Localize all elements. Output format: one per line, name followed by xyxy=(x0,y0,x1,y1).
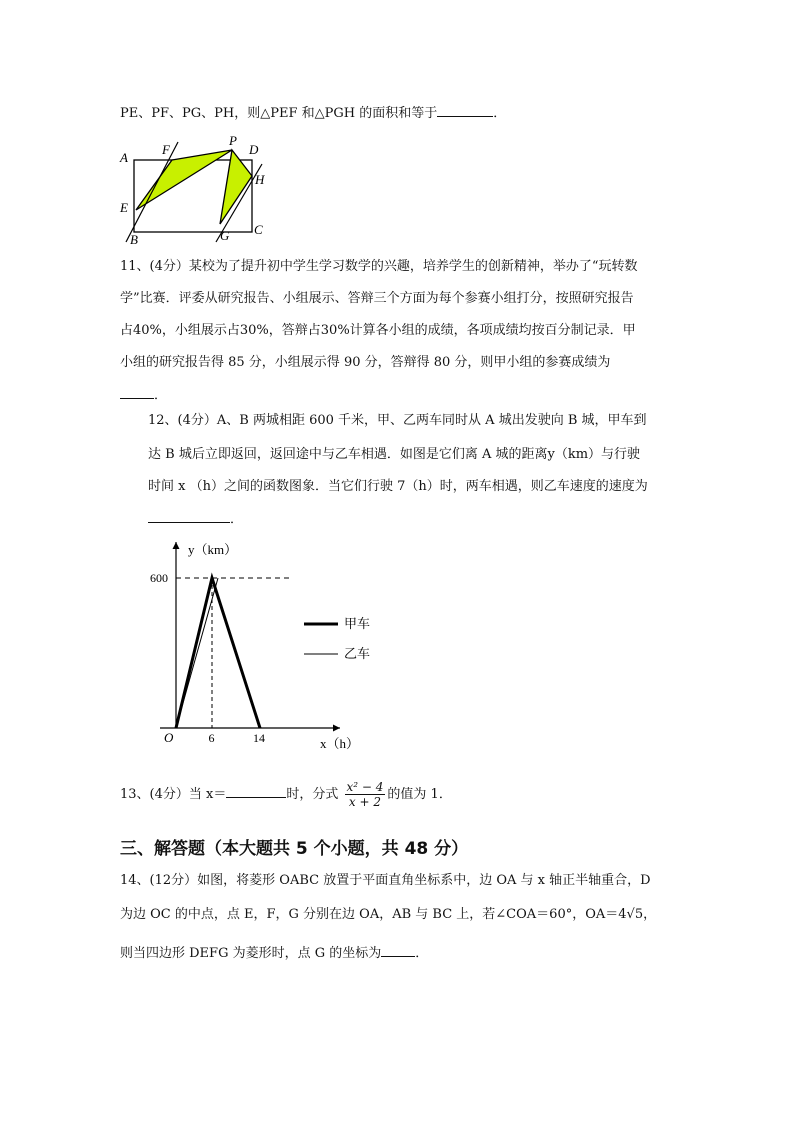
label-c: C xyxy=(254,222,263,237)
x-tick-label-14: 14 xyxy=(253,731,265,745)
label-e: E xyxy=(120,200,128,215)
q14-line-3: 则当四边形 DEFG 为菱形时，点 G 的坐标为 ． xyxy=(120,946,429,961)
q11-line-2: 学”比赛．评委从研究报告、小组展示、答辩三个方面为每个参赛小组打分，按照研究报告 xyxy=(120,291,634,306)
label-g: G xyxy=(220,228,230,243)
q11-line-3: 占40%，小组展示占30%，答辩占30%计算各小组的成绩，各项成绩均按百分制记录．甲 xyxy=(120,323,636,338)
q13-fraction xyxy=(345,780,386,809)
q11-line-4: 小组的研究报告得 85 分，小组展示得 90 分，答辩得 80 分，则甲小组的参赛成绩为 xyxy=(120,355,611,370)
q10-answer-blank[interactable] xyxy=(437,104,493,117)
y-tick-label-600: 600 xyxy=(150,571,168,585)
triangle-pgh xyxy=(220,150,252,224)
label-a: A xyxy=(120,150,128,165)
legend-label-yi: 乙车 xyxy=(344,646,371,661)
q12-line-3: 时间 x （h）之间的函数图象．当它们行驶 7（h）时，两车相遇，则乙车速度的速度为 xyxy=(148,479,648,494)
q14-line-1: 14、(12分）如图，将菱形 OABC 放置于平面直角坐标系中，边 OA 与 x 轴正半轴重合，D xyxy=(120,873,651,888)
label-d: D xyxy=(249,142,259,157)
q13-answer-blank[interactable] xyxy=(226,785,286,798)
y-axis-label: y（km） xyxy=(188,542,238,557)
triangle-pef xyxy=(136,150,232,210)
q12-answer-blank[interactable] xyxy=(148,510,230,523)
label-p: P xyxy=(229,134,237,148)
origin-label: O xyxy=(164,730,174,745)
q12-line-1: 12、(4分）A、B 两城相距 600 千米，甲、乙两车同时从 A 城出发驶向 B 城，甲车到 xyxy=(148,413,647,428)
x-axis-label: x（h） xyxy=(320,736,360,751)
q13-text: 13、(4分）当 x＝ 时，分式 $\frac{\text{x² − 4}}{x + 2}$ 的值为 1． xyxy=(120,780,452,809)
q14-answer-blank[interactable] xyxy=(381,944,415,957)
q10-rectangle-figure xyxy=(116,134,276,246)
series-line-jia xyxy=(176,578,260,728)
q13-numerator: x² − 4 xyxy=(346,780,384,794)
section-3-title: 三、解答题（本大题共 5 个小题，共 48 分） xyxy=(120,839,469,859)
x-tick-label-6: 6 xyxy=(208,731,215,745)
q11-answer-blank[interactable] xyxy=(120,386,154,399)
label-f: F xyxy=(162,142,170,157)
q12-line-2: 达 B 城后立即返回，返回途中与乙车相遇．如图是它们离 A 城的距离y（km）与行驶 xyxy=(148,447,641,462)
label-h: H xyxy=(255,172,265,187)
q14-line-2: 为边 OC 的中点，点 E，F，G 分别在边 OA，AB 与 BC 上，若∠COA＝60°，OA＝4√5， xyxy=(120,907,657,922)
q10-text: PE、PF、PG、PH，则△PEF 和△PGH 的面积和等于 ． xyxy=(120,106,507,121)
q12-distance-time-chart xyxy=(140,536,380,760)
q13-denominator: x + 2 xyxy=(348,795,382,809)
q11-line-1: 11、(4分）某校为了提升初中学生学习数学的兴趣，培养学生的创新精神，举办了“玩转数 xyxy=(120,259,638,274)
q11-answer-line: ． xyxy=(120,386,167,405)
label-b: B xyxy=(130,232,138,246)
q12-answer-line: ． xyxy=(148,510,243,529)
legend-label-jia: 甲车 xyxy=(344,616,371,631)
